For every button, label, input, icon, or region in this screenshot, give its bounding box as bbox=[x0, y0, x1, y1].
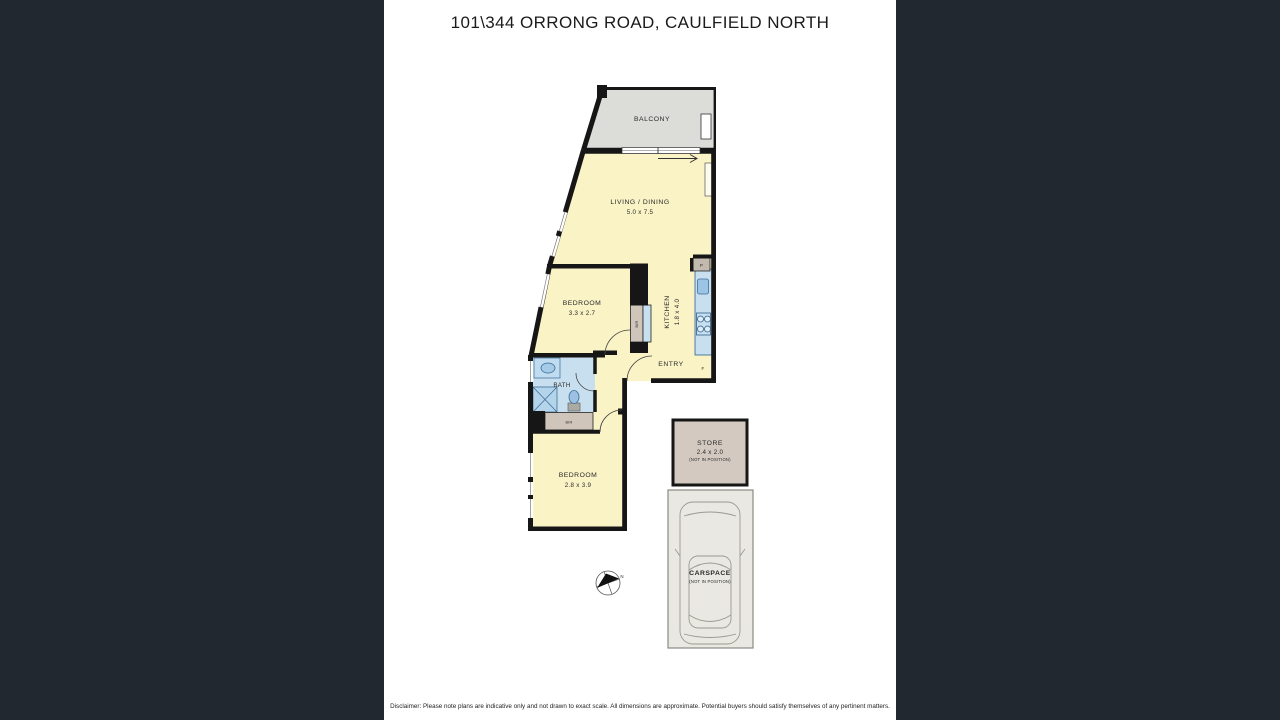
bedroom1-label: BEDROOM bbox=[562, 300, 602, 307]
kitchen-dimensions: 1.8 x 4.0 bbox=[674, 298, 681, 326]
store-label: STORE bbox=[697, 440, 723, 447]
bedroom2-label: BEDROOM bbox=[558, 472, 598, 479]
entry-label: ENTRY bbox=[658, 361, 684, 368]
balcony-planter bbox=[701, 114, 711, 139]
carspace-label: CARSPACE bbox=[689, 570, 731, 577]
disclaimer-text: Disclaimer: Please note plans are indicative only and not drawn to exact scale. All dimensions are approximate. Potential buyers should satisfy themselves of any pertinent matters. bbox=[390, 703, 890, 710]
kitchen-label: KITCHEN bbox=[664, 295, 671, 329]
kitchen-fixtures bbox=[693, 258, 712, 371]
living-dining-dimensions: 5.0 x 7.5 bbox=[626, 209, 654, 216]
bir1-mirror bbox=[643, 305, 651, 342]
store-note: (NOT IN POSITION) bbox=[689, 457, 731, 462]
north-label: N bbox=[620, 574, 624, 579]
toilet-icon bbox=[568, 391, 580, 412]
basin-icon bbox=[541, 363, 555, 373]
fridge-label: F bbox=[701, 366, 705, 371]
bir2-label: BIR bbox=[565, 420, 573, 425]
north-compass-icon bbox=[596, 571, 624, 595]
pantry-label: P bbox=[699, 263, 704, 268]
bedroom1-dimensions: 3.3 x 2.7 bbox=[568, 310, 596, 317]
bedroom2-dimensions: 2.8 x 3.9 bbox=[564, 482, 592, 489]
carspace-note: (NOT IN POSITION) bbox=[689, 579, 731, 584]
bir1-label: BIR bbox=[635, 320, 639, 328]
floorplan-page bbox=[384, 0, 896, 720]
shower-icon bbox=[533, 387, 557, 412]
floorplan-svg bbox=[384, 0, 896, 720]
sink-icon bbox=[698, 279, 709, 294]
living-dining-label: LIVING / DINING bbox=[610, 199, 670, 206]
balcony-label: BALCONY bbox=[634, 116, 670, 123]
carspace-box bbox=[668, 490, 753, 648]
page-title: 101\344 ORRONG ROAD, CAULFIELD NORTH bbox=[450, 13, 830, 32]
store-box bbox=[673, 420, 747, 485]
cooktop-icon bbox=[697, 313, 711, 335]
bath-label: BATH bbox=[553, 382, 571, 389]
store-dimensions: 2.4 x 2.0 bbox=[696, 449, 724, 456]
